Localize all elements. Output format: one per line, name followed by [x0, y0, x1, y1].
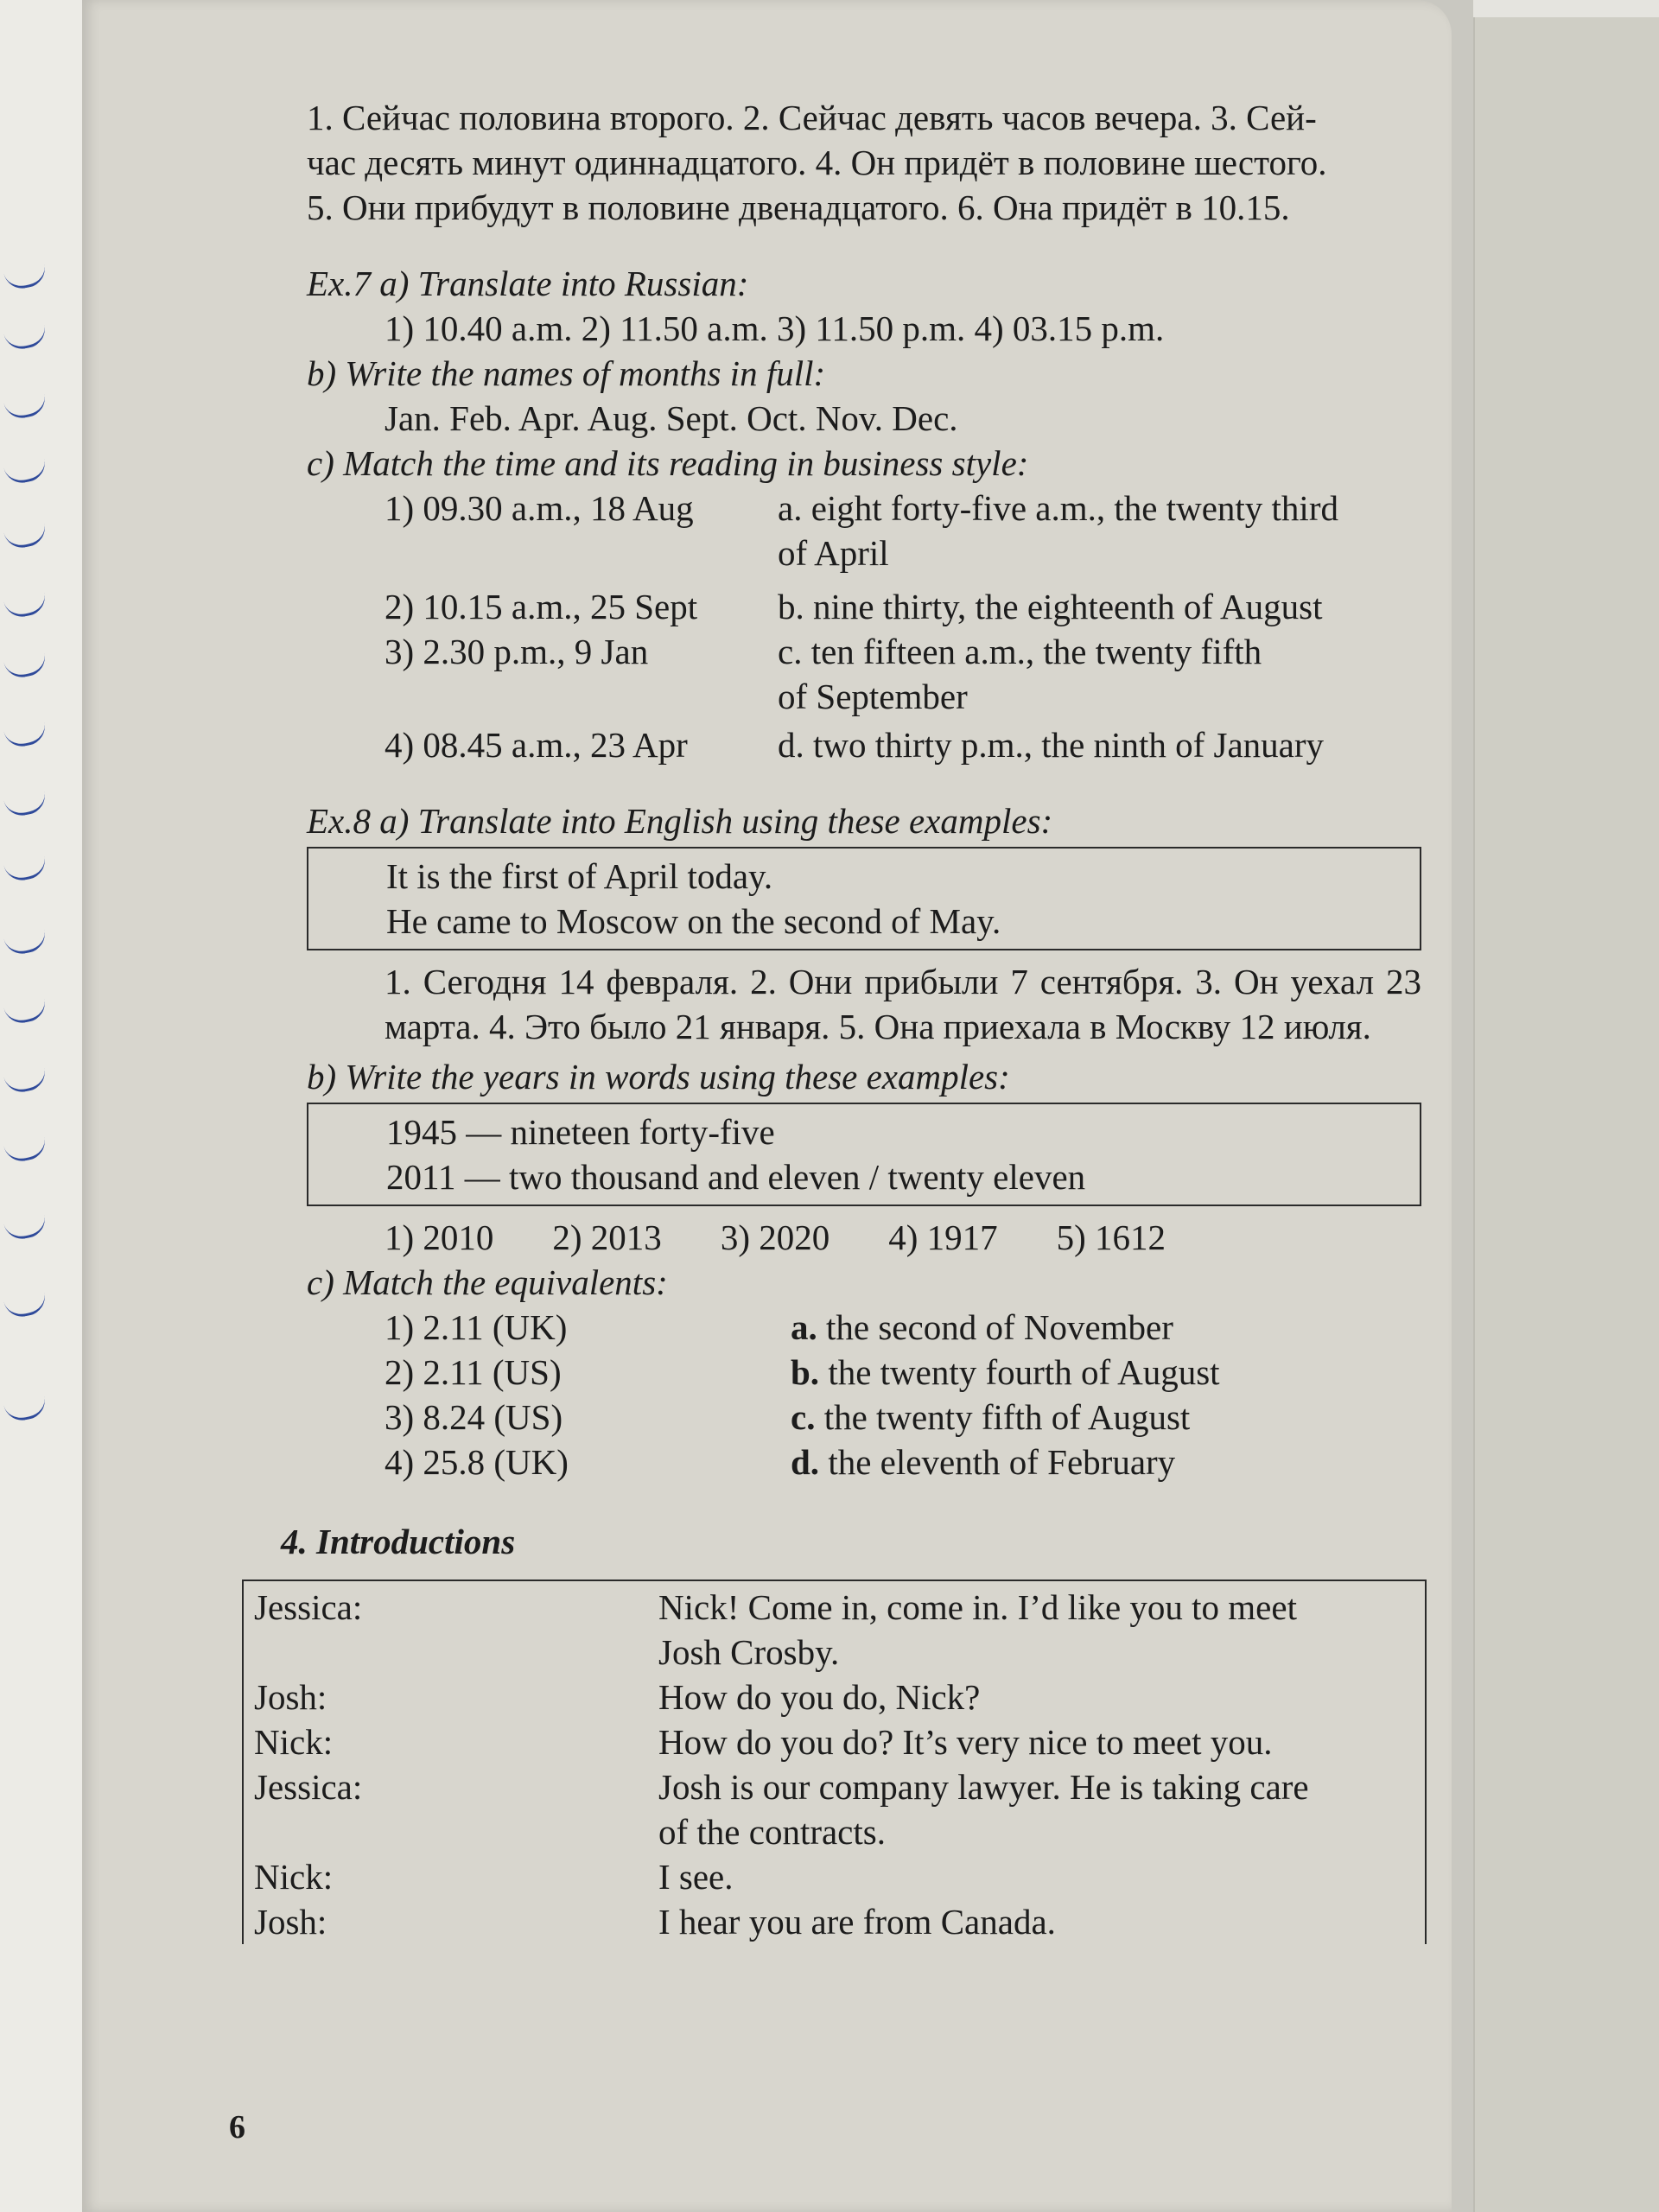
equivalent-left: 1) 2.11 (UK) [385, 1307, 568, 1347]
handwriting-mark [3, 1395, 48, 1423]
exercise-8 [307, 798, 1421, 1484]
match-right-line: of September [778, 677, 968, 716]
speaker: Josh: [254, 1677, 327, 1717]
handwriting-mark [3, 1214, 48, 1242]
dialog-row [254, 1719, 1425, 1764]
ex8-a-label: Ex.8 a) Translate into English using these examples: [307, 801, 1053, 841]
dialog-line: How do you do? It’s very nice to meet you. [658, 1722, 1273, 1762]
match-row [307, 584, 1421, 629]
year-item: 4) 1917 [888, 1217, 998, 1257]
equivalent-left: 3) 8.24 (US) [385, 1397, 563, 1437]
ex8-b-label: b) Write the years in words using these examples: [307, 1057, 1010, 1096]
match-right-line: c. ten fifteen a.m., the twenty fifth [778, 632, 1262, 671]
equivalent-letter: d. [791, 1442, 820, 1482]
dialog-line: Nick! Come in, come in. I’d like you to meet [658, 1587, 1297, 1627]
equivalent-left: 2) 2.11 (US) [385, 1352, 562, 1392]
handwriting-mark [3, 324, 48, 352]
year-item: 1) 2010 [385, 1217, 494, 1257]
ex8-a-tasks: 1. Сегодня 14 февраля. 2. Они прибыли 7 сентября. 3. Он уехал 23 марта. 4. Это было 21 января. 5. Она приехала в Москву 12 июля. [385, 962, 1421, 1046]
equivalent-right [791, 1395, 1190, 1440]
example-line: It is the first of April today. [386, 856, 773, 896]
dialog-text [658, 1585, 1425, 1675]
ex7-c-label: c) Match the time and its reading in business style: [307, 443, 1029, 483]
equivalent-right [791, 1305, 1173, 1350]
speaker: Nick: [254, 1857, 334, 1897]
equivalent-right [791, 1440, 1175, 1484]
book-edge [1473, 17, 1659, 2212]
years-list [307, 1215, 1421, 1260]
match-left: 4) 08.45 a.m., 23 Apr [385, 725, 688, 765]
match-right-line: a. eight forty-five a.m., the twenty third [778, 488, 1338, 528]
match-right-line: b. nine thirty, the eighteenth of August [778, 587, 1323, 626]
example-line: 2011 — two thousand and eleven / twenty eleven [386, 1157, 1086, 1197]
match-right-line: d. two thirty p.m., the ninth of January [778, 725, 1324, 765]
match-right-line: of April [778, 533, 889, 573]
ex8-c-label: c) Match the equivalents: [307, 1262, 668, 1302]
dialog-line: Josh Crosby. [658, 1632, 840, 1672]
example-box [307, 1103, 1421, 1206]
dialog-line: How do you do, Nick? [658, 1677, 981, 1717]
handwriting-mark [3, 721, 48, 749]
handwriting-mark [3, 1136, 48, 1164]
dialog-text [658, 1764, 1425, 1854]
equivalent-text: the second of November [826, 1307, 1173, 1347]
example-line: 1945 — nineteen forty-five [386, 1112, 775, 1152]
match-left: 1) 09.30 a.m., 18 Aug [385, 488, 694, 528]
equivalent-letter: a. [791, 1307, 817, 1347]
speaker: Jessica: [254, 1767, 363, 1807]
dialog-line: of the contracts. [658, 1812, 886, 1852]
equivalent-text: the eleventh of February [828, 1442, 1176, 1482]
equivalent-row [307, 1350, 1421, 1395]
speaker: Nick: [254, 1722, 334, 1762]
equivalent-letter: b. [791, 1352, 820, 1392]
dialog-text [658, 1899, 1425, 1944]
desk-left-notebook [0, 0, 82, 2212]
match-row [307, 486, 1421, 575]
dialog-row [254, 1899, 1425, 1944]
ex7-a-label: Ex.7 a) Translate into Russian: [307, 264, 749, 303]
equivalent-letter: c. [791, 1397, 816, 1437]
handwriting-mark [3, 592, 48, 620]
ex7-a-items: 1) 10.40 a.m. 2) 11.50 a.m. 3) 11.50 p.m. 4) 03.15 p.m. [385, 308, 1165, 348]
handwriting-mark [3, 855, 48, 883]
intro-exercise [307, 95, 1421, 230]
match-right [778, 722, 1421, 767]
equivalent-row [307, 1440, 1421, 1484]
page-number: 6 [229, 2109, 245, 2145]
equivalent-right [791, 1350, 1220, 1395]
example-box [307, 847, 1421, 950]
text-line: 5. Они прибудут в половине двенадцатого. 6. Она придёт в 10.15. [307, 188, 1290, 227]
equivalent-left: 4) 25.8 (UK) [385, 1442, 569, 1482]
equivalent-row [307, 1395, 1421, 1440]
dialog-row [254, 1585, 1425, 1675]
example-line: He came to Moscow on the second of May. [386, 901, 1001, 941]
text-line: 1. Сейчас половина второго. 2. Сейчас девять часов вечера. 3. Сей- [307, 98, 1317, 137]
exercise-7 [307, 261, 1421, 767]
dialog-text [658, 1675, 1425, 1719]
dialog-box [242, 1580, 1427, 1944]
equivalent-row [307, 1305, 1421, 1350]
page-content [254, 95, 1421, 1944]
match-left: 2) 10.15 a.m., 25 Sept [385, 587, 698, 626]
equivalent-text: the twenty fifth of August [823, 1397, 1191, 1437]
match-row [307, 629, 1421, 719]
text-line: час десять минут одиннадцатого. 4. Он придёт в половине шестого. [307, 143, 1327, 182]
handwriting-mark [3, 791, 48, 818]
match-right [778, 486, 1421, 575]
dialog-text [658, 1719, 1425, 1764]
dialog-row [254, 1854, 1425, 1899]
dialog-text [658, 1854, 1425, 1899]
desk-right-book [1473, 0, 1659, 2212]
handwriting-mark [3, 1067, 48, 1095]
dialog-line: I see. [658, 1857, 734, 1897]
ex7-b-items: Jan. Feb. Apr. Aug. Sept. Oct. Nov. Dec. [385, 398, 958, 438]
ex7-b-label: b) Write the names of months in full: [307, 353, 826, 393]
handwriting-mark [3, 458, 48, 486]
handwriting-mark [3, 264, 48, 291]
handwriting-mark [3, 652, 48, 680]
equivalent-text: the twenty fourth of August [828, 1352, 1220, 1392]
year-item: 2) 2013 [552, 1217, 662, 1257]
dialog-line: Josh is our company lawyer. He is taking care [658, 1767, 1309, 1807]
dialog-line: I hear you are from Canada. [658, 1902, 1056, 1942]
handwriting-mark [3, 929, 48, 957]
match-row [307, 722, 1421, 767]
handwriting-mark [3, 998, 48, 1026]
speaker: Josh: [254, 1902, 327, 1942]
section-title: 4. Introductions [281, 1522, 516, 1561]
match-left: 3) 2.30 p.m., 9 Jan [385, 632, 649, 671]
match-right [778, 629, 1421, 719]
year-item: 5) 1612 [1056, 1217, 1166, 1257]
handwriting-mark [3, 1292, 48, 1319]
match-right [778, 584, 1421, 629]
year-item: 3) 2020 [720, 1217, 830, 1257]
handwriting-mark [3, 393, 48, 421]
dialog-row [254, 1675, 1425, 1719]
speaker: Jessica: [254, 1587, 363, 1627]
dialog-row [254, 1764, 1425, 1854]
handwriting-mark [3, 523, 48, 550]
